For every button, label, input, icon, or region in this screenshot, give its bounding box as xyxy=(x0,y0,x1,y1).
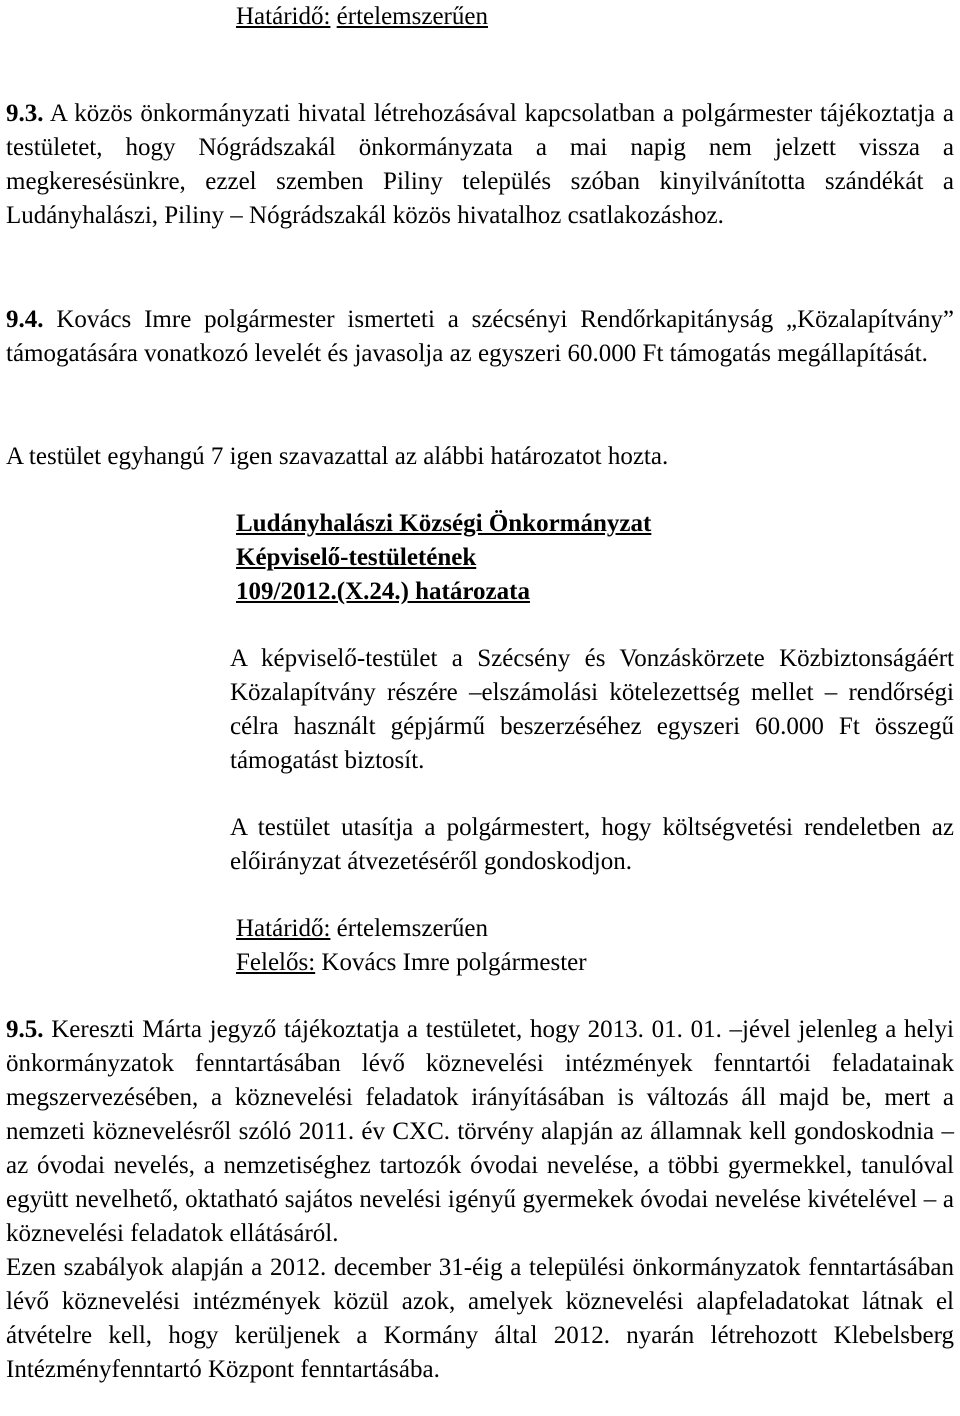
resolution-heading-line-1: Ludányhalászi Községi Önkormányzat xyxy=(236,510,652,537)
section-text: Kereszti Márta jegyző tájékoztatja a testületet, hogy 2013. 01. 01. –jével jelenleg a helyi önkormányzatok fenntartásában lévő köznevelési intézmények fenntartói feladatainak megszervezésében, a köznevelési feladatok irányításában is változás áll majd be, mert a nemzeti köznevelésről szóló 2011. év CXC. törvény alapján az államnak kell gondoskodnia – az óvodai nevelés, a nemzetiséghez tartozók óvodai nevelése, a többi gyermekkel, tanulóval együtt nevelhető, oktatható sajátos nevelési igényű gyermekek óvodai nevelése kivételével – a köznevelési feladatok ellátásáról. xyxy=(6,1016,954,1247)
resolution-deadline xyxy=(236,912,836,980)
resolution-heading-line-2: Képviselő-testületének xyxy=(236,544,477,571)
deadline-label: Határidő: xyxy=(236,3,331,30)
resolution-paragraph-1 xyxy=(230,642,954,778)
section-number: 9.4. xyxy=(6,306,44,333)
section-text-continued: Ezen szabályok alapján a 2012. december 31-éig a települési önkormányzatok fenntartásában lévő köznevelési intézmények közül azok, amelyek köznevelési alapfeladatokat látnak el átvételre kell, hogy kerüljenek a Kormány által 2012. nyarán létrehozott Klebelsberg Intézményfenntartó Központ fenntartásába. xyxy=(6,1254,954,1383)
vote-text xyxy=(6,440,954,474)
section-9-5 xyxy=(6,1013,954,1387)
section-text: A közös önkormányzati hivatal létrehozásával kapcsolatban a polgármester tájékoztatja a testületet, hogy Nógrádszakál önkormányzata a mai napig nem jelzett vissza a megkeresésünkre, ezzel szemben Piliny település szóban kinyilvánította szándékát a Ludányhalászi, Piliny – Nógrádszakál közös hivatalhoz csatlakozáshoz. xyxy=(6,100,954,229)
resolution-heading-line-3: 109/2012.(X.24.) határozata xyxy=(236,578,530,605)
resolution-heading xyxy=(236,507,836,609)
responsible-label: Felelős: xyxy=(236,949,316,976)
deadline-value: értelemszerűen xyxy=(336,915,488,942)
section-text: Kovács Imre polgármester ismerteti a szécsényi Rendőrkapitányság „Közalapítvány” támogatására vonatkozó levelét és javasolja az egyszeri 60.000 Ft támogatás megállapítását. xyxy=(6,306,954,367)
deadline-label: Határidő: xyxy=(236,915,331,942)
vote-paragraph: A testület egyhangú 7 igen szavazattal az alábbi határozatot hozta. xyxy=(6,443,669,470)
resolution-paragraph-2 xyxy=(230,811,954,879)
section-9-4 xyxy=(6,303,954,371)
deadline-value: értelemszerűen xyxy=(336,3,488,30)
resolution-text: A képviselő-testület a Szécsény és Vonzáskörzete Közbiztonságáért Közalapítvány részére –elszámolási kötelezettség mellet – rendőrségi célra használt gépjármű beszerzéséhez egyszeri 60.000 Ft összegű támogatást biztosít. xyxy=(230,645,954,774)
section-9-3 xyxy=(6,97,954,233)
responsible-value: Kovács Imre polgármester xyxy=(321,949,587,976)
resolution-text: A testület utasítja a polgármestert, hogy költségvetési rendeletben az előirányzat átvezetéséről gondoskodjon. xyxy=(230,814,954,875)
section-number: 9.3. xyxy=(6,100,44,127)
section-number: 9.5. xyxy=(6,1016,44,1043)
top-deadline-line xyxy=(236,0,736,34)
